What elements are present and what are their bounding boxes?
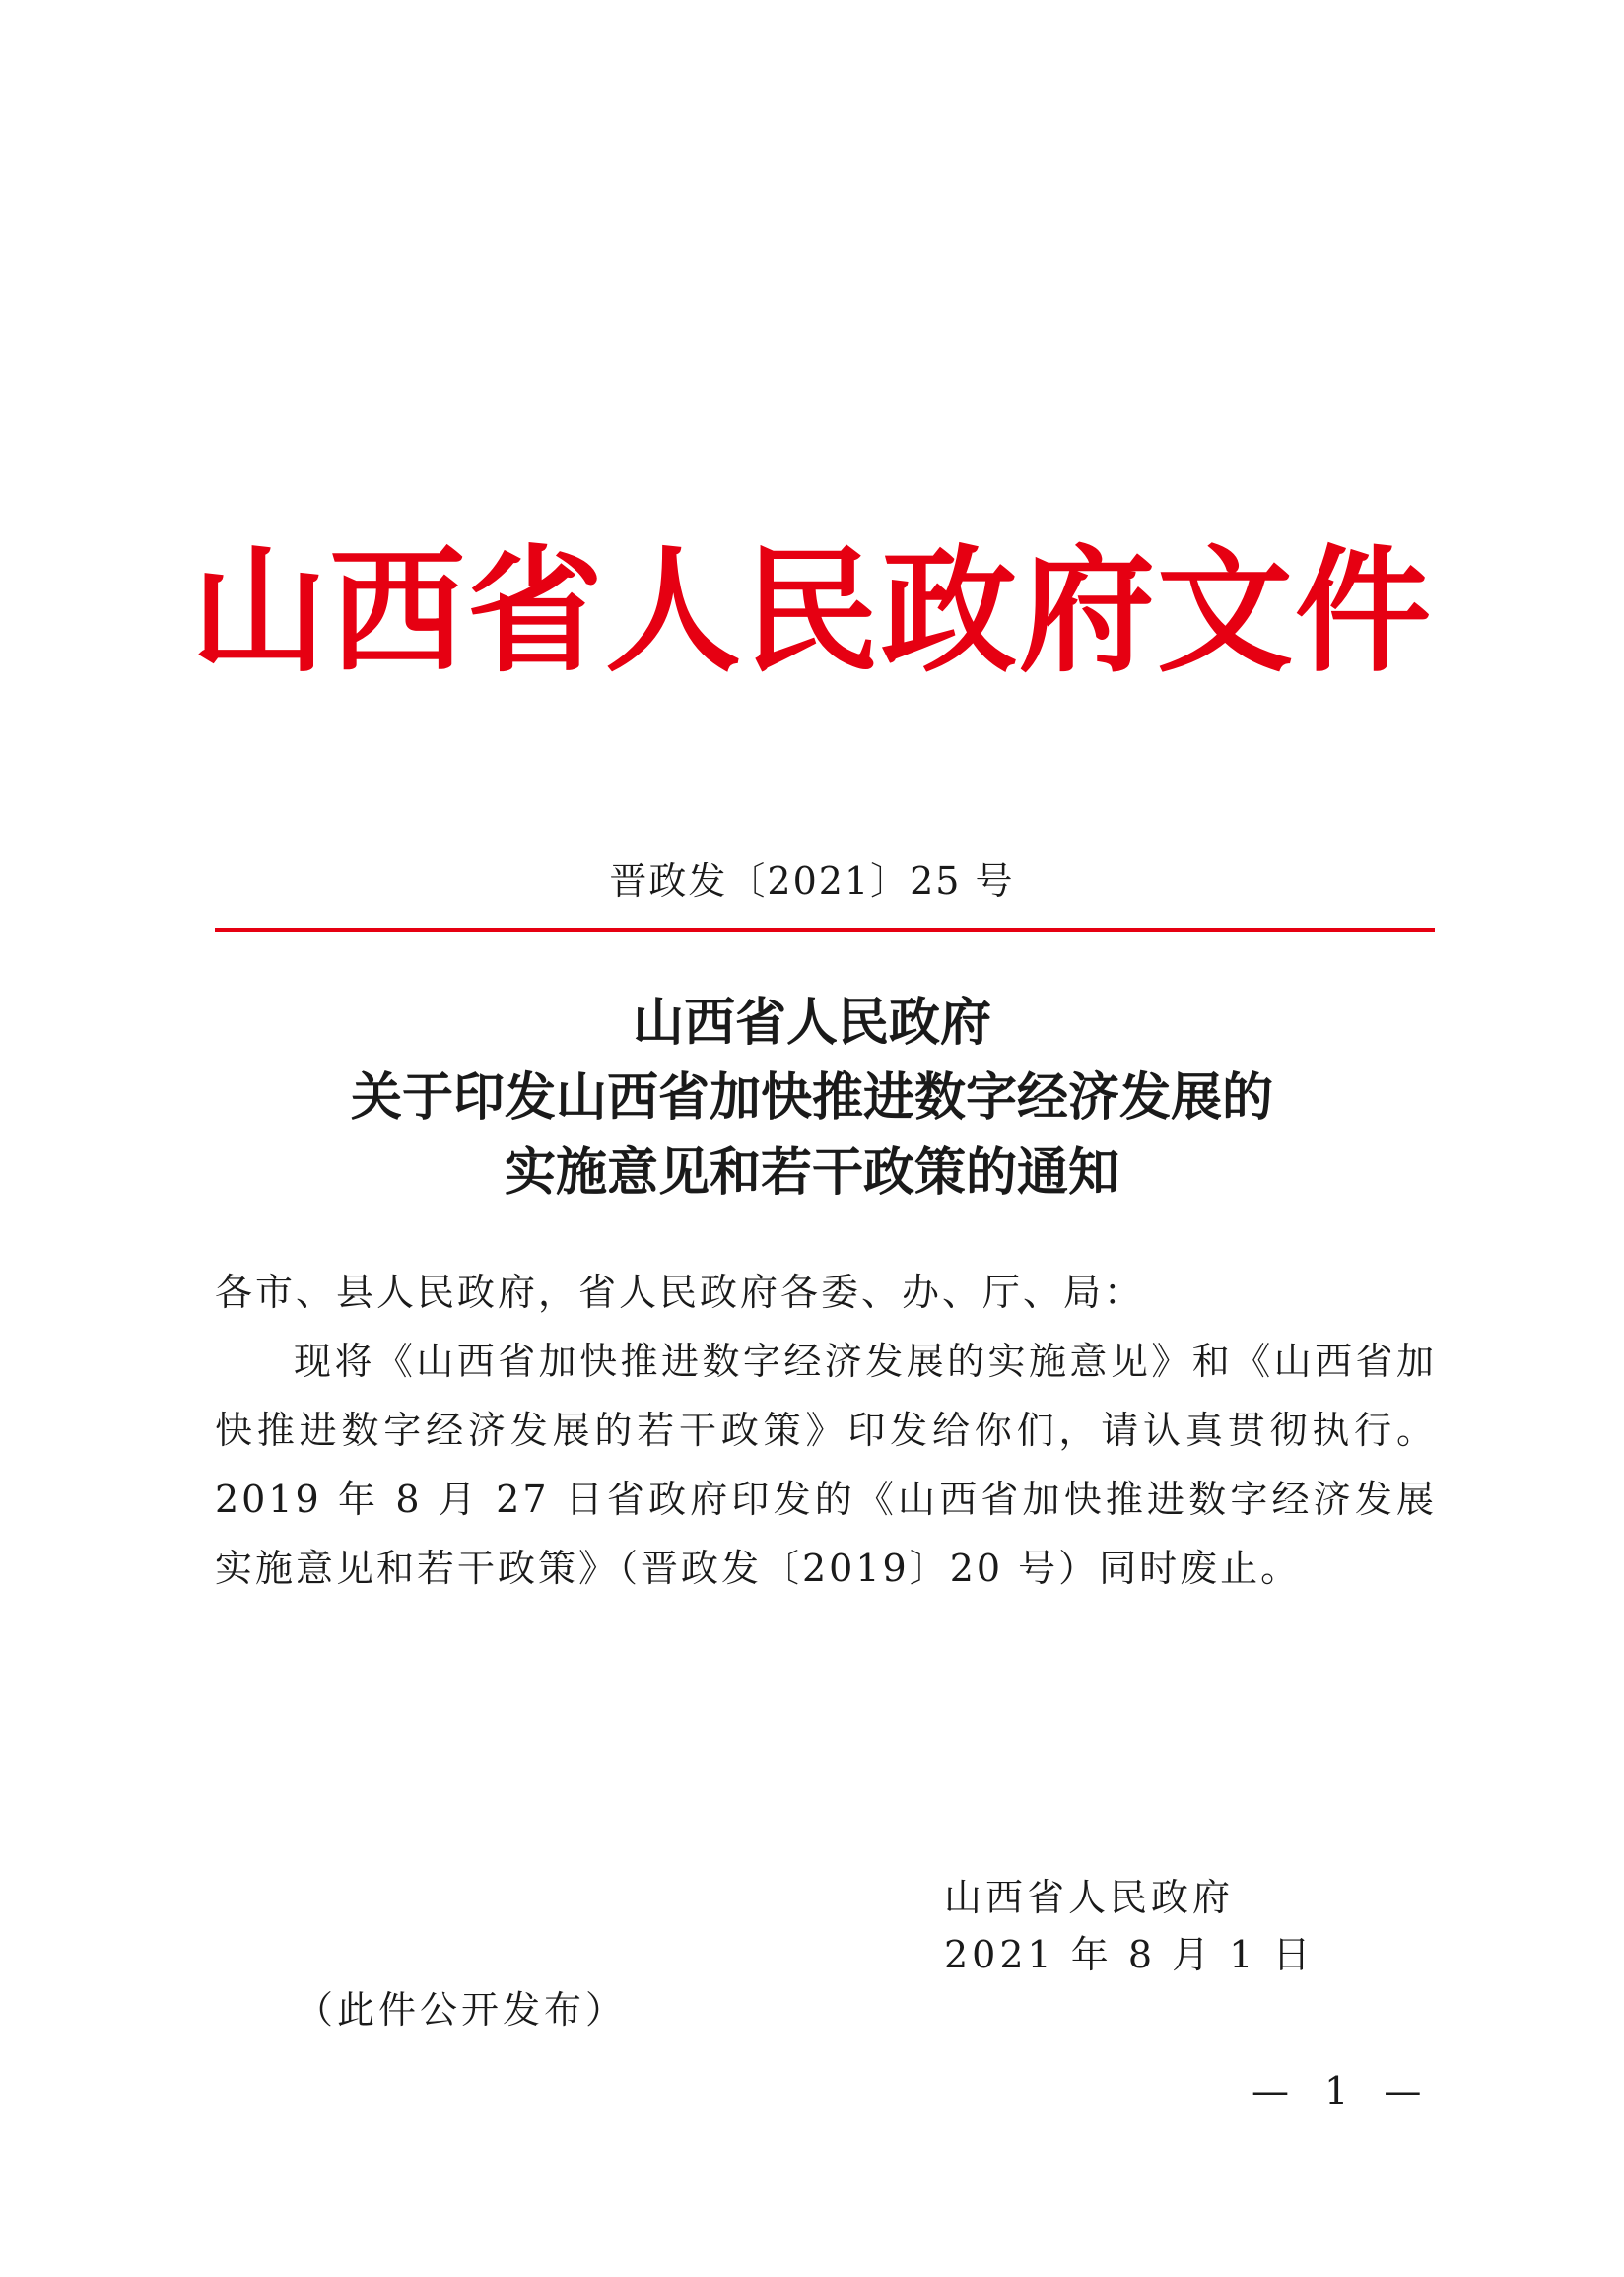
document-title	[0, 986, 1624, 1210]
body-paragraph: 现将《山西省加快推进数字经济发展的实施意见》和《山西省加快推进数字经济发展的若干政策》印发给你们，请认真贯彻执行。2019 年 8 月 27 日省政府印发的《山西省加快推进数字经济发展实施意见和若干政策》（晋政发〔2019〕20 号）同时废止。	[215, 1340, 1437, 1590]
document-number: 晋政发〔2021〕25 号	[609, 860, 1015, 903]
signature-date: 2021 年 8 月 1 日	[944, 1933, 1315, 1976]
title-line-subject-cont: 实施意见和若干政策的通知	[504, 1142, 1119, 1203]
red-divider-line	[215, 928, 1435, 932]
signature-organization: 山西省人民政府	[944, 1876, 1235, 1919]
publish-note: （此件公开发布）	[296, 1988, 628, 2032]
document-header-title: 山西省人民政府文件	[190, 530, 1433, 691]
page-number: — 1 —	[1252, 2069, 1434, 2112]
salutation: 各市、县人民政府，省人民政府各委、办、厅、局：	[215, 1271, 1145, 1314]
title-line-issuer: 山西省人民政府	[632, 993, 991, 1053]
title-line-subject: 关于印发山西省加快推进数字经济发展的	[350, 1068, 1273, 1128]
